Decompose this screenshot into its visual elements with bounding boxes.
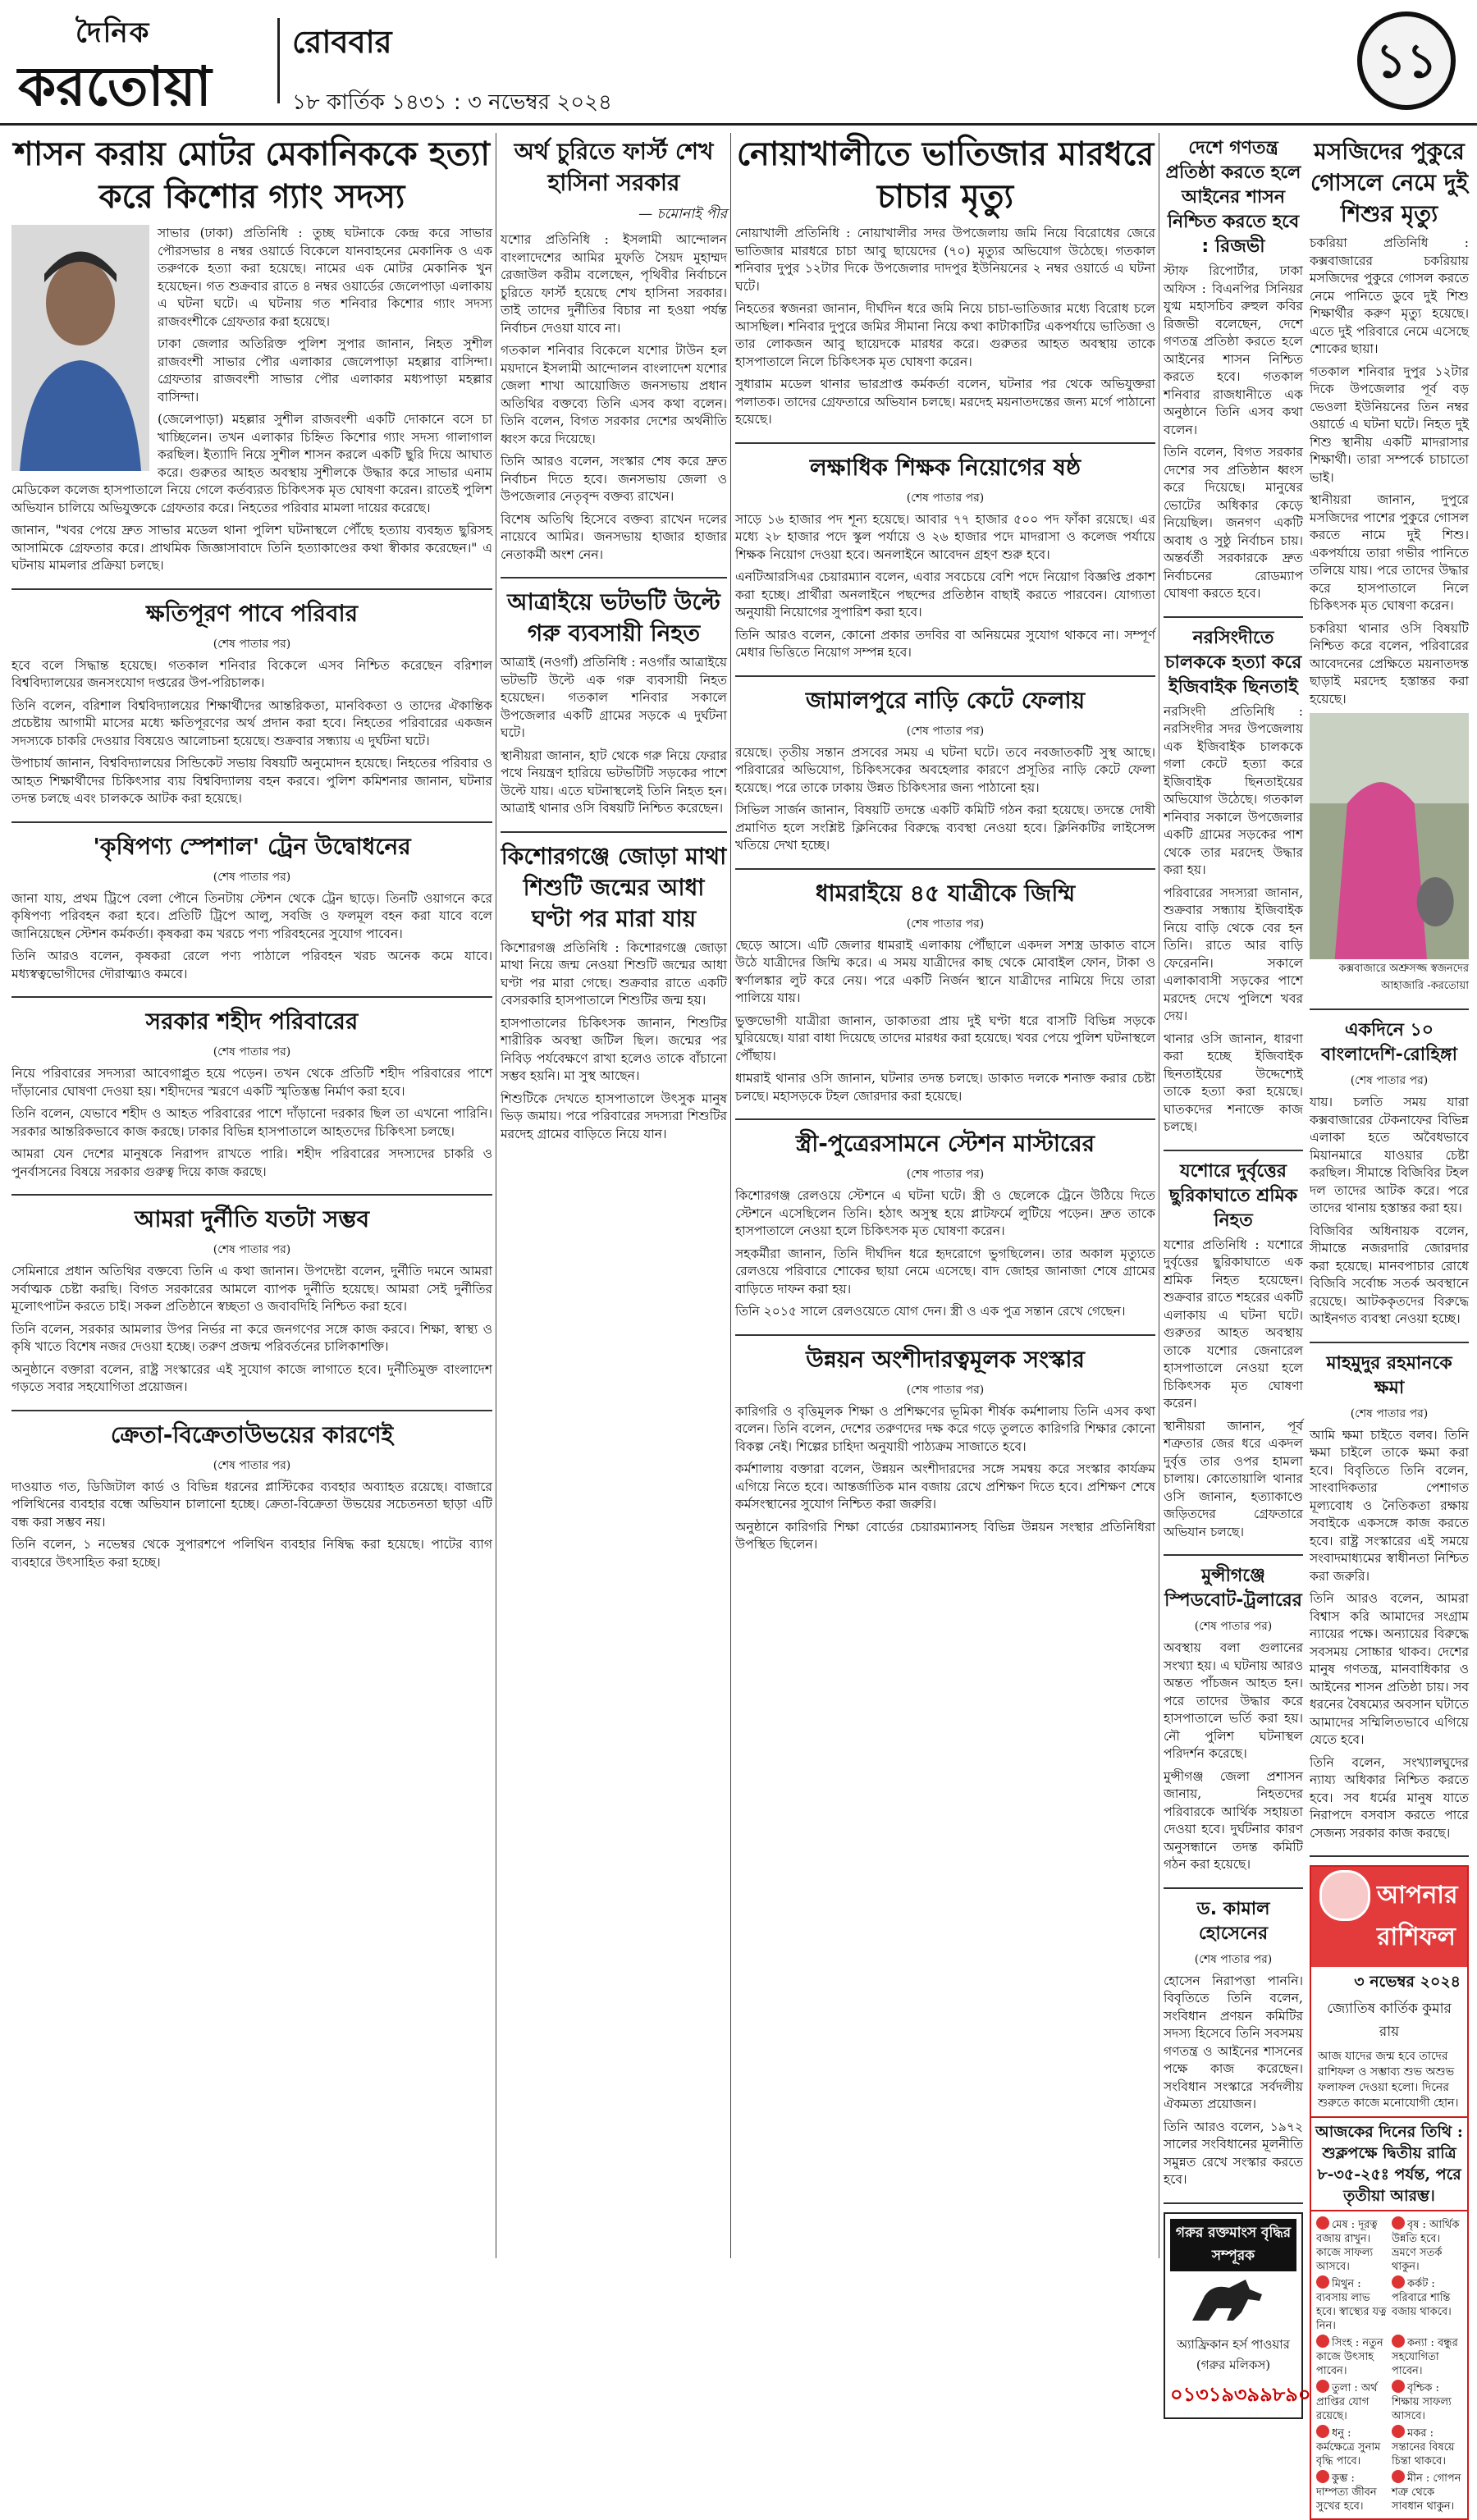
headline[interactable]: শাসন করায় মোটর মেকানিককে হত্যা করে কিশোর গ্যাং সদস্য: [14, 135, 490, 216]
article-station-master: [735, 1128, 1155, 1336]
continuation-note: (শেষ পাতার পর): [906, 1168, 985, 1181]
article-body: বিশেষ অতিথি হিসেবে বক্তব্য রাখেন দলের নায়েবে আমির। জনসভায় হাজার হাজার নেতাকর্মী অংশ নেন।: [501, 511, 727, 562]
zodiac-text: বৃষ : আর্থিক উন্নতি হবে। ভ্রমণে সতর্ক থাকুন।: [1392, 2219, 1460, 2273]
zodiac-sign-icon: [1392, 2470, 1405, 2483]
person-icon: [11, 225, 149, 471]
headline[interactable]: ক্ষতিপূরণ পাবে পরিবার: [145, 599, 359, 627]
column-4a: [1164, 133, 1311, 2406]
continuation-note: (শেষ পাতার পর): [1194, 1620, 1273, 1633]
article-body: হাসপাতালের চিকিৎসক জানান, শিশুটির শারীরিক অবস্থা জটিল ছিল। জন্মের পর নিবিড় পর্যবেক্ষণে রাখা হলেও তাকে বাঁচানো সম্ভব হয়নি। মা সুস্থ আছেন।: [501, 1015, 727, 1083]
headline[interactable]: যশোরে দুর্বৃত্তের ছুরিকাঘাতে শ্রমিক নিহত: [1168, 1160, 1298, 1231]
article-body: পরিবারের সদস্যরা জানান, শুক্রবার সন্ধ্যায় ইজিবাইক নিয়ে বাড়ি থেকে বের হন তিনি। রাতে আর বাড়ি ফেরেননি। সকালে এলাকাবাসী সড়কের পাশে মরদেহ দেখে পুলিশে খবর দেয়।: [1164, 885, 1303, 1023]
article-body: সাড়ে ১৬ হাজার পদ শূন্য হয়েছে। আবার ৭৭ হাজার ৫০০ পদ ফাঁকা রয়েছে। এর মধ্যে ২৮ হাজার পদে স্কুল পর্যায়ে ও ২৬ হাজার পদে মাদরাসা ও কলেজ পর্যায়ে শিক্ষক নিয়োগ দেওয়া হবে। অনলাইনে আবেদন গ্রহণ শুরু হবে।: [735, 511, 1155, 562]
headline[interactable]: মুন্সীগঞ্জে স্পিডবোট-ট্রলারের: [1164, 1566, 1302, 1611]
column-1: [11, 133, 492, 2258]
article-body: যশোর প্রতিনিধি : যশোরে দুর্বৃত্তের ছুরিকাঘাতে এক শ্রমিক নিহত হয়েছেন। শুক্রবার রাতে শহরের একটি এলাকায় এ ঘটনা ঘটে। গুরুতর আহত অবস্থায় তাকে যশোর জেনারেল হাসপাতালে নেওয়া হলে চিকিৎসক মৃত ঘোষণা করেন।: [1164, 1237, 1303, 1411]
article-body: আমি ক্ষমা চাইতে বলব। তিনি ক্ষমা চাইলে তাকে ক্ষমা করা হবে। বিবৃতিতে তিনি বলেন, সাংবাদিকতার পেশাগত মূল্যবোধ ও নৈতিকতা রক্ষায় সবাইকে একসঙ্গে কাজ করতে হবে। রাষ্ট্র সংস্কারের এই সময়ে সংবাদমাধ্যমের স্বাধীনতা নিশ্চিত করা জরুরি।: [1310, 1427, 1469, 1584]
article-body: হবে বলে সিদ্ধান্ত হয়েছে। গতকাল শনিবার বিকেলে এসব নিশ্চিত করেছেন বরিশাল বিশ্ববিদ্যালয়ের জনসংযোগ দপ্তরের উপ-পরিচালক।: [11, 657, 492, 690]
zodiac-sign-icon: [1392, 2275, 1405, 2289]
article-body: তিনি বলেন, বরিশাল বিশ্ববিদ্যালয়ের শিক্ষার্থীদের আন্তরিকতা, মানবিকতা ও তাদের ঐকান্তিক প্রচেষ্টায় আগামী মাসের মধ্যে ক্ষতিপূরণের অর্থ প্রদান করা হবে। নিহতের পরিবারের একজন সদস্যকে চাকরি দেওয়ার বিষয়েও আলোচনা হয়েছে। শুক্রবার সন্ধ্যায় এ দুর্ঘটনা ঘটে।: [11, 697, 492, 748]
article-body: তিনি আরও বলেন, আমরা বিশ্বাস করি আমাদের সংগ্রাম ন্যায়ের পক্ষে। অন্যায়ের বিরুদ্ধে সবসময় সোচ্চার থাকব। দেশের মানুষ গণতন্ত্র, মানবাধিকার ও আইনের শাসন প্রতিষ্ঠা চায়। সব ধরনের বৈষম্যের অবসান ঘটাতে আমাদের সম্মিলিতভাবে এগিয়ে যেতে হবে।: [1310, 1591, 1469, 1747]
ad-product: অ্যাফ্রিকান হর্স পাওয়ার (গরুর মলিকস): [1177, 2336, 1290, 2372]
headline[interactable]: 'কৃষিপণ্য স্পেশাল' ট্রেন উদ্বোধনের: [93, 832, 411, 860]
zodiac-wheel-icon: [1319, 1870, 1370, 1921]
headline[interactable]: আত্রাইয়ে ভটভটি উল্টে গরু ব্যবসায়ী নিহত: [507, 588, 720, 647]
page-number-badge: ১১: [1357, 11, 1456, 110]
article-body: যায়। চলতি সময় যারা কক্সবাজারের টেকনাফের বিভিন্ন এলাকা হতে অবৈধভাবে মিয়ানমারে যাওয়ার চেষ্টা করছিল। সীমান্তে বিজিবির টহল দল তাদের আটক করে। পরে তাদের থানায় হস্তান্তর করা হয়।: [1310, 1095, 1469, 1215]
zodiac-sign: [1316, 2335, 1387, 2378]
article-mechanic-murder: [11, 133, 492, 590]
issue-date: ১৮ কার্তিক ১৪৩১ : ৩ নভেম্বর ২০২৪: [292, 90, 612, 115]
zodiac-sign: [1316, 2425, 1387, 2468]
article-kishoreganj-baby: [501, 841, 727, 1157]
zodiac-text: সিংহ : নতুন কাজে উৎসাহ পাবেন।: [1316, 2337, 1383, 2377]
ad-headline: গরুর রক্তমাংস বৃদ্ধির সম্পূরক: [1170, 2219, 1296, 2271]
headline[interactable]: ক্রেতা-বিক্রেতাউভয়ের কারণেই: [110, 1420, 394, 1448]
article-noakhali: [735, 133, 1155, 444]
article-body: মুন্সীগঞ্জ জেলা প্রশাসন জানায়, নিহতদের পরিবারকে আর্থিক সহায়তা দেওয়া হবে। দুর্ঘটনার কারণ অনুসন্ধানে তদন্ত কমিটি গঠন করা হয়েছে।: [1164, 1768, 1303, 1872]
headline[interactable]: নোয়াখালীতে ভাতিজার মারধরে চাচার মৃত্যু: [736, 135, 1155, 216]
article-body: তিনি আরও বলেন, ১৯৭২ সালের সংবিধানের মূলনীতি সমুন্নত রেখে সংস্কার করতে হবে।: [1164, 2119, 1303, 2187]
zodiac-text: মেষ : দূরত্ব বজায় রাখুন। কাজে সাফল্য আসবে।: [1316, 2219, 1378, 2273]
zodiac-sign-icon: [1316, 2380, 1329, 2393]
headline[interactable]: আমরা দুর্নীতি যতটা সম্ভব: [134, 1205, 370, 1233]
headline[interactable]: জামালপুরে নাড়ি কেটে ফেলায়: [805, 686, 1086, 714]
continuation-note: (শেষ পাতার পর): [906, 491, 985, 505]
zodiac-sign: [1392, 2425, 1462, 2468]
article-body: চকরিয়া থানার ওসি বিষয়টি নিশ্চিত করে বলেন, পরিবারের আবেদনের প্রেক্ষিতে ময়নাতদন্ত ছাড়াই মরদেহ হস্তান্তর করা হয়েছে।: [1310, 620, 1469, 707]
article-reform: [735, 1344, 1155, 1567]
zodiac-text: বৃশ্চিক : শিক্ষায় সাফল্য আসবে।: [1392, 2382, 1452, 2422]
zodiac-sign-icon: [1316, 2216, 1329, 2230]
article-body: তিনি বলেন, সরকার আমলার উপর নির্ভর না করে জনগণের সঙ্গে কাজ করবে। শিক্ষা, স্বাস্থ্য ও কৃষি খাতে বিশেষ নজর দেওয়া হচ্ছে। তরুণ প্রজন্ম পরিবর্তনের চালিকাশক্তি।: [11, 1321, 492, 1354]
zodiac-sign: [1392, 2216, 1462, 2274]
newspaper-logo[interactable]: [18, 11, 264, 118]
article-body: কিশোরগঞ্জ রেলওয়ে স্টেশনে এ ঘটনা ঘটে। স্ত্রী ও ছেলেকে ট্রেনে উঠিয়ে দিতে স্টেশনে এসেছিলেন তিনি। হঠাৎ অসুস্থ হয়ে প্লাটফর্মে লুটিয়ে পড়েন। দ্রুত তাকে হাসপাতালে নেওয়া হলে চিকিৎসক মৃত ঘোষণা করেন।: [735, 1188, 1155, 1238]
headline[interactable]: সরকার শহীদ পরিবারের: [145, 1008, 359, 1035]
horoscope-intro: আজ যাদের জন্ম হবে তাদের রাশিফল ও সম্ভাব্য শুভ অশুভ ফলাফল দেওয়া হলো। দিনের শুরুতে কাজে মনোযোগী হোন।: [1318, 2050, 1459, 2110]
article-body: স্থানীয়রা জানান, হাট থেকে গরু নিয়ে ফেরার পথে নিয়ন্ত্রণ হারিয়ে ভটভটিটি সড়কের পাশে উল্টে যায়। এতে ঘটনাস্থলেই তিনি নিহত হন। আত্রাই থানার ওসি বিষয়টি নিশ্চিত করেছেন।: [501, 748, 727, 816]
zodiac-sign-icon: [1392, 2380, 1405, 2393]
continuation-note: (শেষ পাতার পর): [213, 1045, 291, 1059]
zodiac-sign-icon: [1392, 2425, 1405, 2438]
article-body: জানা যায়, প্রথম ট্রিপে বেলা পৌনে তিনটায় স্টেশন থেকে ট্রেন ছাড়ে। তিনটি ওয়াগনে করে কৃষিপণ্য পরিবহন করা হবে। প্রতিটি ট্রিপে আলু, সবজি ও ফলমূল বহন করা যাবে বলে জানিয়েছেন স্টেশন কর্মকর্তা। কৃষকরা কম খরচে পণ্য পরিবহনের সুযোগ পাবেন।: [11, 890, 492, 941]
person-photo: [11, 225, 149, 471]
zodiac-text: কুম্ভ : দাম্পত্য জীবন সুখের হবে।: [1316, 2472, 1377, 2513]
article-atrai-accident: [501, 587, 727, 833]
continuation-note: (শেষ পাতার পর): [213, 1243, 291, 1256]
article-body: কর্মশালায় বক্তারা বলেন, উন্নয়ন অংশীদারদের সঙ্গে সমন্বয় করে সংস্কার কার্যক্রম এগিয়ে নিতে হবে। আন্তর্জাতিক মান বজায় রেখে প্রশিক্ষণ দিতে হবে। প্রশিক্ষণ শেষে কর্মসংস্থানের সুযোগ নিশ্চিত করা জরুরি।: [735, 1461, 1155, 1512]
article-body: যশোর প্রতিনিধি : ইসলামী আন্দোলন বাংলাদেশের আমির মুফতি সৈয়দ মুহাম্মদ রেজাউল করীম বলেছেন, পৃথিবীর নির্বাচনে চুরিতে ফার্স্ট হয়েছে শেখ হাসিনা সরকার। তাই তাদের দুর্নীতির বিচার না হওয়া পর্যন্ত নির্বাচন দেওয়া যাবে না।: [501, 232, 727, 336]
byline: — চমোনাই পীর: [638, 206, 727, 222]
continuation-note: (শেষ পাতার পর): [1194, 1952, 1273, 1966]
article-kamal-hossain: [1164, 1897, 1303, 2204]
article-body: অনুষ্ঠানে বক্তারা বলেন, রাষ্ট্র সংস্কারের এই সুযোগ কাজে লাগাতে হবে। দুর্নীতিমুক্ত বাংলাদেশ গড়তে সবার সহযোগিতা প্রয়োজন।: [11, 1361, 492, 1394]
zodiac-sign: [1392, 2335, 1462, 2378]
article-body: তিনি বলেন, সংখ্যালঘুদের ন্যায্য অধিকার নিশ্চিত করতে হবে। সব ধর্মের মানুষ যাতে নিরাপদে বসবাস করতে পারে সেজন্য সরকার কাজ করছে।: [1310, 1754, 1469, 1841]
article-body: সিভিল সার্জন জানান, বিষয়টি তদন্তে একটি কমিটি গঠন করা হয়েছে। তদন্তে দোষী প্রমাণিত হলে সংশ্লিষ্ট ক্লিনিকের বিরুদ্ধে ব্যবস্থা নেওয়া হবে। ক্লিনিকটির লাইসেন্স খতিয়ে দেখা হচ্ছে।: [735, 803, 1155, 853]
zodiac-text: কন্যা : বন্ধুর সহযোগিতা পাবেন।: [1392, 2337, 1458, 2377]
article-body: উপাচার্য জানান, বিশ্ববিদ্যালয়ের সিন্ডিকেট সভায় বিষয়টি অনুমোদন হয়েছে। নিহতের পরিবার ও আহত শিক্ষার্থীদের চিকিৎসার ব্যয় বিশ্ববিদ্যালয় বহন করবে। পুলিশ কমিশনার জানান, ঘটনার তদন্ত চলছে এবং চালককে আটক করা হয়েছে।: [11, 756, 492, 806]
article-body: হোসেন নিরাপত্তা পাননি। বিবৃতিতে তিনি বলেন, সংবিধান প্রণয়ন কমিটির সদস্য হিসেবে তিনি সবসময় গণতন্ত্র ও আইনের শাসনের পক্ষে কাজ করেছেন। সংবিধান সংস্কারে সর্বদলীয় ঐকমত্য প্রয়োজন।: [1164, 1973, 1303, 2111]
article-body: নরসিংদী প্রতিনিধি : নরসিংদীর সদর উপজেলায় এক ইজিবাইক চালককে গলা কেটে হত্যা করে ইজিবাইক ছিনতাইয়ের অভিযোগ উঠেছে। গতকাল শনিবার সকালে উপজেলার একটি গ্রামের সড়কের পাশ থেকে তার মরদেহ উদ্ধার করা হয়।: [1164, 703, 1303, 877]
article-buyers-sellers: [11, 1420, 492, 1585]
zodiac-text: মকর : সন্তানের বিষয়ে চিন্তা থাকবে।: [1392, 2427, 1455, 2467]
article-body: নিয়ে পরিবারের সদস্যরা আবেগাপ্লুত হয়ে পড়েন। তখন থেকে প্রতিটি শহীদ পরিবারের পাশে দাঁড়ানোর ঘোষণা দেওয়া হয়। শহীদদের স্মরণে একটি স্মৃতিস্তম্ভ নির্মাণ করা হবে।: [11, 1066, 492, 1099]
article-body: ছেড়ে আসে। এটি জেলার ধামরাই এলাকায় পৌঁছালে একদল সশস্ত্র ডাকাত বাসে উঠে যাত্রীদের জিম্মি করে। এ সময় যাত্রীদের কাছ থেকে মোবাইল ফোন, টাকা ও স্বর্ণালঙ্কার লুট করে নেয়। পরে একটি নির্জন স্থানে যাত্রীদের নামিয়ে দিয়ে তারা পালিয়ে যায়।: [735, 937, 1155, 1005]
continuation-note: (শেষ পাতার পর): [213, 870, 291, 884]
zodiac-sign-icon: [1316, 2275, 1329, 2289]
headline[interactable]: লক্ষাধিক শিক্ষক নিয়োগের ষষ্ঠ: [809, 453, 1081, 481]
article-dhamrai: [735, 878, 1155, 1121]
date-block: [292, 18, 867, 121]
masthead: [0, 0, 1477, 126]
article-munshiganj: [1164, 1564, 1303, 1889]
article-body: স্থানীয়রা জানান, দুপুরে মসজিদের পাশের পুকুরে গোসল করতে নামে দুই শিশু। একপর্যায়ে তারা গভীর পানিতে তলিয়ে যায়। পরে তাদের উদ্ধার করে হাসপাতালে নিলে চিকিৎসক মৃত ঘোষণা করেন।: [1310, 492, 1469, 613]
article-body: ভুক্তভোগী যাত্রীরা জানান, ডাকাতরা প্রায় দুই ঘণ্টা ধরে বাসটি বিভিন্ন সড়কে ঘুরিয়েছে। যারা বাধা দিয়েছে তাদের মারধর করা হয়েছে। খবর পেয়ে পুলিশ ঘটনাস্থলে পৌঁছায়।: [735, 1013, 1155, 1063]
logo-big: করতোয়া: [18, 55, 212, 118]
continuation-note: (শেষ পাতার পর): [1350, 1074, 1429, 1087]
article-body: নিহতের স্বজনরা জানান, দীর্ঘদিন ধরে জমি নিয়ে চাচা-ভাতিজার মধ্যে বিরোধ চলে আসছিল। শনিবার দুপুরে জমির সীমানা নিয়ে কথা কাটাকাটির একপর্যায়ে ভাতিজা ও তার লোকজন আবু ছায়েদকে মারধর করে। গুরুতর আহত অবস্থায় তাকে হাসপাতালে নিলে চিকিৎসক মৃত ঘোষণা করেন।: [735, 301, 1155, 369]
article-mahmudur: [1310, 1351, 1469, 1858]
masthead-divider: [277, 18, 280, 103]
article-teachers: [735, 452, 1155, 677]
zodiac-text: মিথুন : ব্যবসায় লাভ হবে। স্বাস্থ্যের যত্ন নিন।: [1316, 2278, 1387, 2332]
headline[interactable]: নরসিংদীতে চালককে হত্যা করে ইজিবাইক ছিনতাই: [1164, 627, 1302, 697]
zodiac-sign: [1316, 2470, 1387, 2513]
headline[interactable]: কিশোরগঞ্জে জোড়া মাথা শিশুটি জন্মের আধা ঘণ্টা পর মারা যায়: [501, 842, 727, 932]
article-body: তিনি বলেন, বিগত সরকার দেশের সব প্রতিষ্ঠান ধ্বংস করে দিয়েছে। মানুষের ভোটের অধিকার কেড়ে নিয়েছিল। জনগণ একটি অবাধ ও সুষ্ঠু নির্বাচন চায়। অন্তর্বর্তী সরকারকে দ্রুত নির্বাচনের রোডম্যাপ ঘোষণা করতে হবে।: [1164, 445, 1303, 601]
headline[interactable]: অর্থ চুরিতে ফার্স্ট শেখ হাসিনা সরকার: [514, 138, 714, 196]
column-4b: [1310, 133, 1469, 2513]
zodiac-sign-icon: [1316, 2335, 1329, 2348]
article-mosque-pond: [1310, 136, 1469, 1010]
zodiac-sign-icon: [1316, 2425, 1329, 2438]
article-rohingya: [1310, 1018, 1469, 1343]
photo-credit: -করতোয়া: [1427, 980, 1469, 992]
article-body: তিনি আরও বলেন, কৃষকরা রেলে পণ্য পাঠালে পরিবহন খরচ অনেক কমে যাবে। মধ্যস্বত্বভোগীদের দৌরাত্ম্যও কমবে।: [11, 949, 492, 981]
article-compensation: [11, 598, 492, 823]
article-body: শিশুটিকে দেখতে হাসপাতালে উৎসুক মানুষ ভিড় জমায়। পরে পরিবারের সদস্যরা শিশুটির মরদেহ গ্রামের বাড়িতে নিয়ে যান।: [501, 1091, 727, 1141]
article-body: সহকর্মীরা জানান, তিনি দীর্ঘদিন ধরে হৃদরোগে ভুগছিলেন। তার অকাল মৃত্যুতে রেলওয়ে পরিবারে শোকের ছায়া নেমে এসেছে। বাদ জোহর জানাজা শেষে গ্রামের বাড়িতে দাফন করা হয়।: [735, 1246, 1155, 1297]
article-jamalpur: [735, 685, 1155, 870]
zodiac-signs: [1311, 2216, 1467, 2513]
article-body: আমরা যেন দেশের মানুষকে নিরাপদ রাখতে পারি। শহীদ পরিবারের সদস্যদের চাকরি ও পুনর্বাসনের বিষয়ে সরকার গুরুত্ব দিয়ে কাজ করছে।: [11, 1146, 492, 1179]
article-corruption: [11, 1204, 492, 1411]
article-body: ঢাকা জেলার অতিরিক্ত পুলিশ সুপার জানান, নিহত সুশীল রাজবংশী সাভার পৌর এলাকার জেলেপাড়া মহল্লার বাসিন্দা। গ্রেফতার রাজবংশী সাভার পৌর এলাকার মধ্যপাড়া মহল্লার বাসিন্দা।: [158, 336, 492, 405]
caption-text: কক্সবাজারে অশ্রুসজ্জ স্বজনদের আহাজারি: [1338, 963, 1469, 992]
article-body: তিনি বলেন, ১ নভেম্বর থেকে সুপারশপে পলিথিন ব্যবহার নিষিদ্ধ করা হয়েছে। পাটের ব্যাগ ব্যবহারে উৎসাহিত করা হচ্ছে।: [11, 1537, 492, 1570]
horoscope-author: জ্যোতিষ কার্তিক কুমার রায়: [1327, 2001, 1452, 2040]
column-4: [1164, 133, 1469, 2513]
article-body: অনুষ্ঠানে কারিগরি শিক্ষা বোর্ডের চেয়ারম্যানসহ বিভিন্ন উন্নয়ন সংস্থার প্রতিনিধিরা উপস্থিত ছিলেন।: [735, 1519, 1155, 1552]
article-body: তিনি আরও বলেন, সংস্কার শেষ করে দ্রুত নির্বাচন দিতে হবে। জনসভায় জেলা ও উপজেলার নেতৃবৃন্দ বক্তব্য রাখেন।: [501, 454, 727, 504]
article-body: দাওয়াত গত, ডিজিটাল কার্ড ও বিভিন্ন ধরনের প্লাস্টিকের ব্যবহার অব্যাহত রয়েছে। বাজারে পলিথিনের ব্যবহার বন্ধে অভিযান চালানো হচ্ছে। ক্রেতা-বিক্রেতা উভয়ের সচেতনতা ছাড়া এটি বন্ধ করা সম্ভব নয়।: [11, 1479, 492, 1530]
mourning-woman-icon: [1310, 713, 1469, 959]
advertisement[interactable]: [1164, 2212, 1311, 2419]
continuation-note: (শেষ পাতার পর): [906, 1383, 985, 1397]
article-body: বিজিবির অধিনায়ক বলেন, সীমান্তে নজরদারি জোরদার করা হয়েছে। মানবপাচার রোধে বিজিবি সর্বোচ্চ সতর্ক অবস্থানে রয়েছে। আটককৃতদের বিরুদ্ধে আইনগত ব্যবস্থা নেওয়া হচ্ছে।: [1310, 1223, 1469, 1326]
horoscope-title-text: আপনার রাশিফল: [1377, 1881, 1458, 1951]
article-body: সাভার (ঢাকা) প্রতিনিধি : তুচ্ছ ঘটনাকে কেন্দ্র করে সাভার পৌরসভার ৪ নম্বর ওয়ার্ডে বিকেলে যানবাহনের মেকানিক ও এক তরুণকে হত্যা করা হয়েছে। নামের এক মোটর মেকানিক খুন হয়েছেন। গত শুক্রবার রাতে ৪ নম্বর ওয়ার্ডের জেলেপাড়া এলাকায় এ ঘটনা ঘটে। এ ঘটনায় গত শনিবার কিশোর গ্যাং সদস্য রাজবংশীকে গ্রেফতার করা হয়েছে।: [158, 226, 492, 329]
headline[interactable]: ধামরাইয়ে ৪৫ যাত্রীকে জিম্মি: [815, 879, 1076, 907]
article-body: তিনি ২০১৫ সালে রেলওয়েতে যোগ দেন। স্ত্রী ও এক পুত্র সন্তান রেখে গেছেন।: [735, 1304, 1126, 1319]
zodiac-sign: [1392, 2470, 1462, 2513]
zodiac-sign: [1316, 2380, 1387, 2423]
article-narsingdi: [1164, 626, 1303, 1151]
article-body: স্টাফ রিপোর্টার, ঢাকা অফিস : বিএনপির সিনিয়র যুগ্ম মহাসচিব রুহুল কবির রিজভী বলেছেন, দেশে গণতন্ত্র প্রতিষ্ঠা করতে হলে আইনের শাসন নিশ্চিত করতে হবে। গতকাল শনিবার রাজধানীতে এক অনুষ্ঠানে তিনি এসব কথা বলেন।: [1164, 263, 1303, 437]
article-body: জানান, "খবর পেয়ে দ্রুত সাভার মডেল থানা পুলিশ ঘটনাস্থলে পৌঁছে হত্যায় ব্যবহৃত ছুরিসহ আসামিকে গ্রেফতার করে। প্রাথমিক জিজ্ঞাসাবাদে তিনি হত্যাকাণ্ডের কথা স্বীকার করেছেন।" এ ঘটনায় মামলার প্রক্রিয়া চলছে।: [11, 523, 492, 573]
issue-day: রোববার: [292, 24, 392, 60]
article-jessore: [1164, 1159, 1303, 1557]
article-body: এনটিআরসিএর চেয়ারম্যান বলেন, এবার সবচেয়ে বেশি পদে নিয়োগ বিজ্ঞপ্তি প্রকাশ করা হচ্ছে। প্রার্থীরা অনলাইনে পছন্দের প্রতিষ্ঠান বাছাই করতে পারবেন। যোগ্যতা অনুযায়ী নিয়োগের সুপারিশ করা হবে।: [735, 569, 1155, 620]
article-body: স্থানীয়রা জানান, পূর্ব শত্রুতার জের ধরে একদল দুর্বৃত্ত তার ওপর হামলা চালায়। কোতোয়ালি থানার ওসি জানান, হত্যাকাণ্ডে জড়িতদের গ্রেফতারে অভিযান চলছে।: [1164, 1418, 1303, 1539]
column-2: [501, 133, 727, 2258]
headline[interactable]: একদিনে ১০ বাংলাদেশি-রোহিঙ্গা: [1321, 1020, 1457, 1065]
column-rule: [730, 133, 731, 2258]
horoscope-date: ৩ নভেম্বর ২০২৪: [1354, 1973, 1461, 1991]
column-3: [735, 133, 1155, 2258]
headline[interactable]: উন্নয়ন অংশীদারত্বমূলক সংস্কার: [806, 1345, 1085, 1373]
horoscope-box: [1310, 1865, 1469, 2520]
article-body: সেমিনারে প্রধান অতিথির বক্তব্যে তিনি এ কথা জানান। উপদেষ্টা বলেন, দুর্নীতি দমনে আমরা সর্বাত্মক চেষ্টা করছি। বিগত সরকারের আমলে ব্যাপক দুর্নীতি হয়েছে। আমরা সেই দুর্নীতির মূলোৎপাটন করতে চাই। সকল প্রতিষ্ঠানে স্বচ্ছতা ও জবাবদিহি নিশ্চিত করা হবে।: [11, 1264, 492, 1314]
continuation-note: (শেষ পাতার পর): [213, 637, 291, 651]
article-body: নোয়াখালী প্রতিনিধি : নোয়াখালীর সদর উপজেলায় জমি নিয়ে বিরোধের জেরে ভাতিজার মারধরে চাচা আবু ছায়েদের (৭০) মৃত্যুর অভিযোগ উঠেছে। গতকাল শনিবার দুপুর ১২টার দিকে উপজেলার দাদপুর ইউনিয়নের ২ নম্বর ওয়ার্ডে এ ঘটনা ঘটে।: [735, 226, 1155, 294]
zodiac-sign-icon: [1316, 2470, 1329, 2483]
article-body: (জেলেপাড়া) মহল্লার সুশীল রাজবংশী একটি দোকানে বসে চা খাচ্ছিলেন। তখন এলাকার চিহ্নিত কিশোর গ্যাং সদস্য গালাগাল করছিল। ইত্যাদি নিয়ে সুশীল শাসন করলে একটি ছুরি দিয়ে আঘাত করে। গুরুতর আহত অবস্থায় সুশীলকে উদ্ধার করে সাভার এনাম মেডিকেল কলেজ হাসপাতালে নিয়ে গেলে কর্তব্যরত চিকিৎসক মৃত ঘোষণা করেন। রাতেই পুলিশ অভিযান চালিয়ে অভিযুক্তকে গ্রেফতার করে। নিহতের পরিবার মামলা দায়ের করেছে।: [11, 412, 492, 515]
article-body: ধামরাই থানার ওসি জানান, ঘটনার তদন্ত চলছে। ডাকাত দলকে শনাক্ত করার চেষ্টা চলছে। মহাসড়কে টহল জোরদার করা হয়েছে।: [735, 1071, 1155, 1104]
headline[interactable]: ড. কামাল হোসেনের: [1196, 1898, 1270, 1944]
zodiac-text: কর্কট : পরিবারে শান্তি বজায় থাকবে।: [1392, 2278, 1452, 2318]
article-martyr-families: [11, 1006, 492, 1196]
article-body: গতকাল শনিবার দুপুর ১২টার দিকে উপজেলার পূর্ব বড় ভেওলা ইউনিয়নের তিন নম্বর ওয়ার্ডে এ ঘটনা ঘটে। নিহত দুই শিশু স্থানীয় একটি মাদরাসার শিক্ষার্থী। তারা সম্পর্কে চাচাতো ভাই।: [1310, 364, 1469, 485]
zodiac-sign-icon: [1392, 2216, 1405, 2230]
article-train: [11, 831, 492, 999]
article-body: কারিগরি ও বৃত্তিমূলক শিক্ষা ও প্রশিক্ষণের ভূমিকা শীর্ষক কর্মশালায় তিনি এসব কথা বলেন। তিনি বলেন, দেশের তরুণদের দক্ষ করে গড়ে তুলতে কারিগরি শিক্ষার কোনো বিকল্প নেই। শিল্পের চাহিদা অনুযায়ী পাঠ্যক্রম সাজাতে হবে।: [735, 1403, 1155, 1454]
article-body: চকরিয়া প্রতিনিধি : কক্সবাজারের চকরিয়ায় মসজিদের পুকুরে গোসল করতে নেমে পানিতে ডুবে দুই শিশু শিক্ষার্থীর করুণ মৃত্যু হয়েছে। এতে দুই পরিবারে নেমে এসেছে শোকের ছায়া।: [1310, 236, 1469, 356]
tithi-banner: আজকের দিনের তিথি : শুক্লপক্ষে দ্বিতীয় রাত্রি ৮-৩৫-২৫ঃ পর্যন্ত, পরে তৃতীয়া আরম্ভ।: [1311, 2116, 1467, 2211]
article-body: কিশোরগঞ্জ প্রতিনিধি : কিশোরগঞ্জে জোড়া মাথা নিয়ে জন্ম নেওয়া শিশুটি জন্মের আধা ঘণ্টা পর মারা গেছে। শুক্রবার রাতে একটি বেসরকারি হাসপাতালে শিশুটির জন্ম হয়।: [501, 940, 727, 1008]
continuation-note: (শেষ পাতার পর): [906, 724, 985, 738]
article-body: অবস্থায় বলা গুলানের সংখ্যা হয়। এ ঘটনায় আরও অন্তত পাঁচজন আহত হন। পরে তাদের উদ্ধার করে হাসপাতালে ভর্তি করা হয়। নৌ পুলিশ ঘটনাস্থল পরিদর্শন করেছে।: [1164, 1640, 1303, 1761]
photo-caption: [1310, 961, 1469, 995]
zodiac-text: তুলা : অর্থ প্রাপ্তির যোগ রয়েছে।: [1316, 2382, 1378, 2422]
ad-phone[interactable]: ০১৩১৯৩৯৯৮৯০: [1170, 2382, 1311, 2406]
continuation-note: (শেষ পাতার পর): [906, 917, 985, 931]
zodiac-sign: [1392, 2380, 1462, 2423]
article-body: তিনি আরও বলেন, কোনো প্রকার তদবির বা অনিয়মের সুযোগ থাকবে না। সম্পূর্ণ মেধার ভিত্তিতে নিয়োগ সম্পন্ন হবে।: [735, 627, 1155, 660]
zodiac-sign: [1392, 2275, 1462, 2333]
headline[interactable]: স্ত্রী-পুত্রেরসামনে স্টেশন মাস্টারের: [795, 1130, 1095, 1157]
logo-small: দৈনিক: [75, 16, 151, 49]
headline[interactable]: দেশে গণতন্ত্র প্রতিষ্ঠা করতে হলে আইনের শাসন নিশ্চিত করতে হবে : রিজভী: [1165, 138, 1301, 257]
zodiac-sign: [1316, 2216, 1387, 2274]
zodiac-text: মীন : গোপন শত্রু থেকে সাবধান থাকুন।: [1392, 2472, 1461, 2513]
continuation-note: (শেষ পাতার পর): [213, 1458, 291, 1472]
zodiac-sign: [1316, 2275, 1387, 2333]
article-rizvi: [1164, 136, 1303, 618]
zodiac-sign-icon: [1392, 2335, 1405, 2348]
headline[interactable]: মাহমুদুর রহমানকে ক্ষমা: [1326, 1352, 1452, 1398]
article-body: রয়েছে। তৃতীয় সন্তান প্রসবের সময় এ ঘটনা ঘটে। তবে নবজাতকটি সুস্থ আছে। পরিবারের অভিযোগ, চিকিৎসকের অবহেলার কারণে প্রসূতির নাড়ি কেটে ফেলা হয়েছে। পরে তাকে ঢাকায় উন্নত চিকিৎসার জন্য পাঠানো হয়।: [735, 744, 1155, 795]
mourners-photo: [1310, 713, 1469, 959]
article-body: সুধারাম মডেল থানার ভারপ্রাপ্ত কর্মকর্তা বলেন, ঘটনার পর থেকে অভিযুক্তরা পলাতক। তাদের গ্রেফতারে অভিযান চলছে। মরদেহ ময়নাতদন্তের জন্য মর্গে পাঠানো হয়েছে।: [735, 377, 1155, 427]
article-body: আত্রাই (নওগাঁ) প্রতিনিধি : নওগাঁর আত্রাইয়ে ভটভটি উল্টে এক গরু ব্যবসায়ী নিহত হয়েছেন। গতকাল শনিবার সকালে উপজেলার একটি গ্রামের সড়কে এ দুর্ঘটনা ঘটে।: [501, 655, 727, 740]
article-chormonai: [501, 136, 727, 579]
article-body: থানার ওসি জানান, ধারণা করা হচ্ছে ইজিবাইক ছিনতাইয়ের উদ্দেশ্যেই তাকে হত্যা করা হয়েছে। ঘাতকদের শনাক্তে কাজ চলছে।: [1164, 1031, 1303, 1134]
article-body: তিনি বলেন, যেভাবে শহীদ ও আহত পরিবারের পাশে দাঁড়ানো দরকার ছিল তা এখনো পারিনি। সরকার আন্তরিকভাবে কাজ করছে। ঢাকার বিভিন্ন হাসপাতালে আহতদের চিকিৎসা চলছে।: [11, 1106, 492, 1139]
horse-icon: [1184, 2271, 1283, 2329]
article-body: গতকাল শনিবার বিকেলে যশোর টাউন হল ময়দানে ইসলামী আন্দোলন বাংলাদেশ যশোর জেলা শাখা আয়োজিত জনসভায় প্রধান অতিথির বক্তব্যে তিনি এসব কথা বলেন। তিনি বলেন, বিগত সরকার দেশের অর্থনীতি ধ্বংস করে দিয়েছে।: [501, 343, 727, 446]
headline[interactable]: মসজিদের পুকুরে গোসলে নেমে দুই শিশুর মৃত্যু: [1310, 138, 1469, 227]
zodiac-text: ধনু : কর্মক্ষেত্রে সুনাম বৃদ্ধি পাবে।: [1316, 2427, 1381, 2467]
horoscope-title: [1311, 1867, 1467, 1967]
continuation-note: (শেষ পাতার পর): [1350, 1406, 1429, 1420]
